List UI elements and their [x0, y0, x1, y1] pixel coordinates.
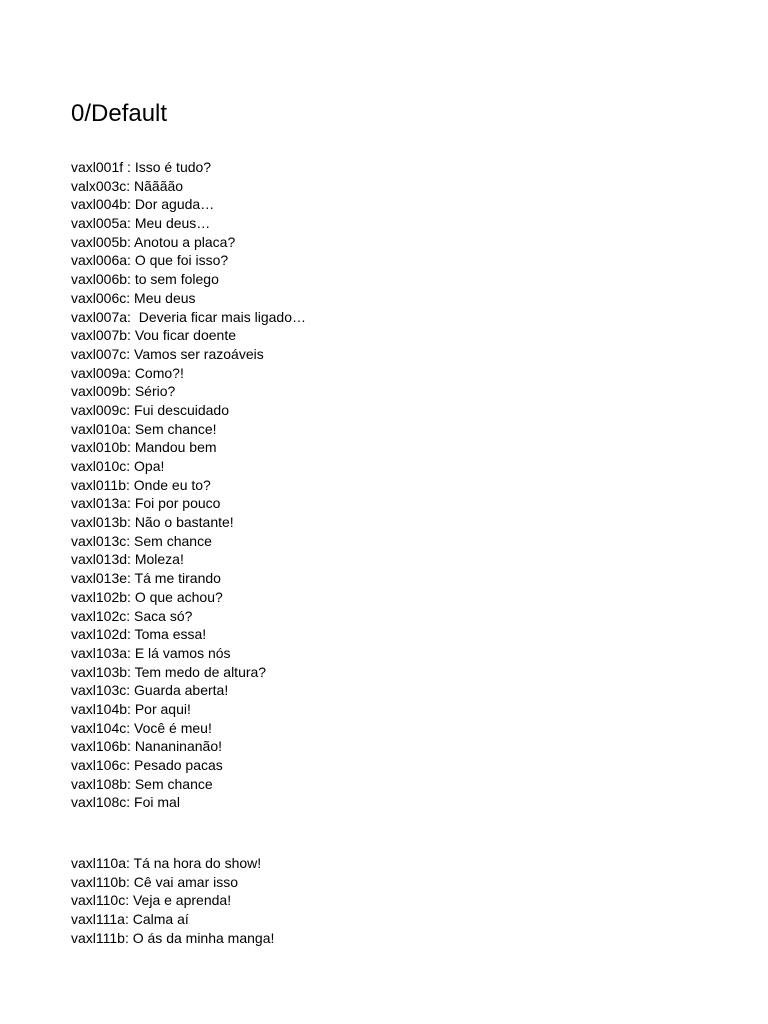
dialogue-line: vaxl103a: E lá vamos nós: [71, 644, 231, 661]
dialogue-line: vaxl010a: Sem chance!: [71, 420, 217, 437]
dialogue-line: vaxl006a: O que foi isso?: [71, 252, 229, 269]
dialogue-line: vaxl106c: Pesado pacas: [71, 757, 223, 773]
dialogue-line: vaxl011b: Onde eu to?: [71, 476, 211, 493]
dialogue-line: vaxl013e: Tá me tirando: [71, 570, 221, 587]
dialogue-line: vaxl111a: Calma aí: [71, 911, 189, 928]
dialogue-line: vaxl005a: Meu deus…: [71, 215, 211, 232]
dialogue-line: vaxl001f : Isso é tudo?: [71, 159, 212, 175]
dialogue-line: vaxl013d: Moleza!: [71, 551, 184, 568]
dialogue-line: vaxl108c: Foi mal: [71, 794, 180, 811]
dialogue-line: vaxl110c: Veja e aprenda!: [71, 892, 232, 909]
dialogue-list-continued: [71, 854, 274, 947]
dialogue-line: vaxl013a: Foi por pouco: [71, 495, 221, 512]
dialogue-line: vaxl009c: Fui descuidado: [71, 401, 229, 418]
dialogue-line: vaxl005b: Anotou a placa?: [71, 233, 236, 250]
dialogue-line: vaxl103c: Guarda aberta!: [71, 682, 229, 699]
dialogue-line: vaxl110b: Cê vai amar isso: [71, 873, 239, 890]
dialogue-line: vaxl103b: Tem medo de altura?: [71, 663, 267, 680]
dialogue-line: vaxl106b: Nananinanão!: [71, 738, 223, 755]
dialogue-line: vaxl108b: Sem chance: [71, 775, 213, 792]
dialogue-line: vaxl013b: Não o bastante!: [71, 514, 234, 531]
dialogue-line: vaxl009a: Como?!: [71, 364, 184, 381]
dialogue-line: vaxl102d: Toma essa!: [71, 626, 207, 643]
dialogue-line: vaxl102c: Saca só?: [71, 607, 193, 624]
dialogue-line: vaxl007b: Vou ficar doente: [71, 327, 237, 344]
dialogue-line: vaxl010c: Opa!: [71, 458, 165, 474]
dialogue-line: vaxl102b: O que achou?: [71, 588, 223, 605]
dialogue-line: vaxl007c: Vamos ser razoáveis: [71, 345, 264, 362]
dialogue-line: vaxl104b: Por aqui!: [71, 700, 191, 717]
dialogue-line: vaxl007a: Deveria ficar mais ligado…: [71, 308, 306, 325]
document-heading: 0/Default: [71, 100, 168, 127]
dialogue-line: vaxl009b: Sério?: [71, 383, 176, 400]
dialogue-line: vaxl006b: to sem folego: [71, 271, 219, 288]
dialogue-line: vaxl010b: Mandou bem: [71, 439, 217, 456]
dialogue-line: vaxl104c: Você é meu!: [71, 719, 212, 736]
dialogue-line: vaxl004b: Dor aguda…: [71, 196, 215, 213]
dialogue-line: vaxl013c: Sem chance: [71, 532, 212, 549]
dialogue-line: vaxl006c: Meu deus: [71, 289, 196, 306]
dialogue-line: vaxl111b: O ás da minha manga!: [71, 929, 275, 946]
dialogue-list: [71, 158, 306, 812]
dialogue-line: vaxl110a: Tá na hora do show!: [71, 855, 262, 871]
dialogue-line: valx003c: Nãããão: [71, 177, 184, 194]
